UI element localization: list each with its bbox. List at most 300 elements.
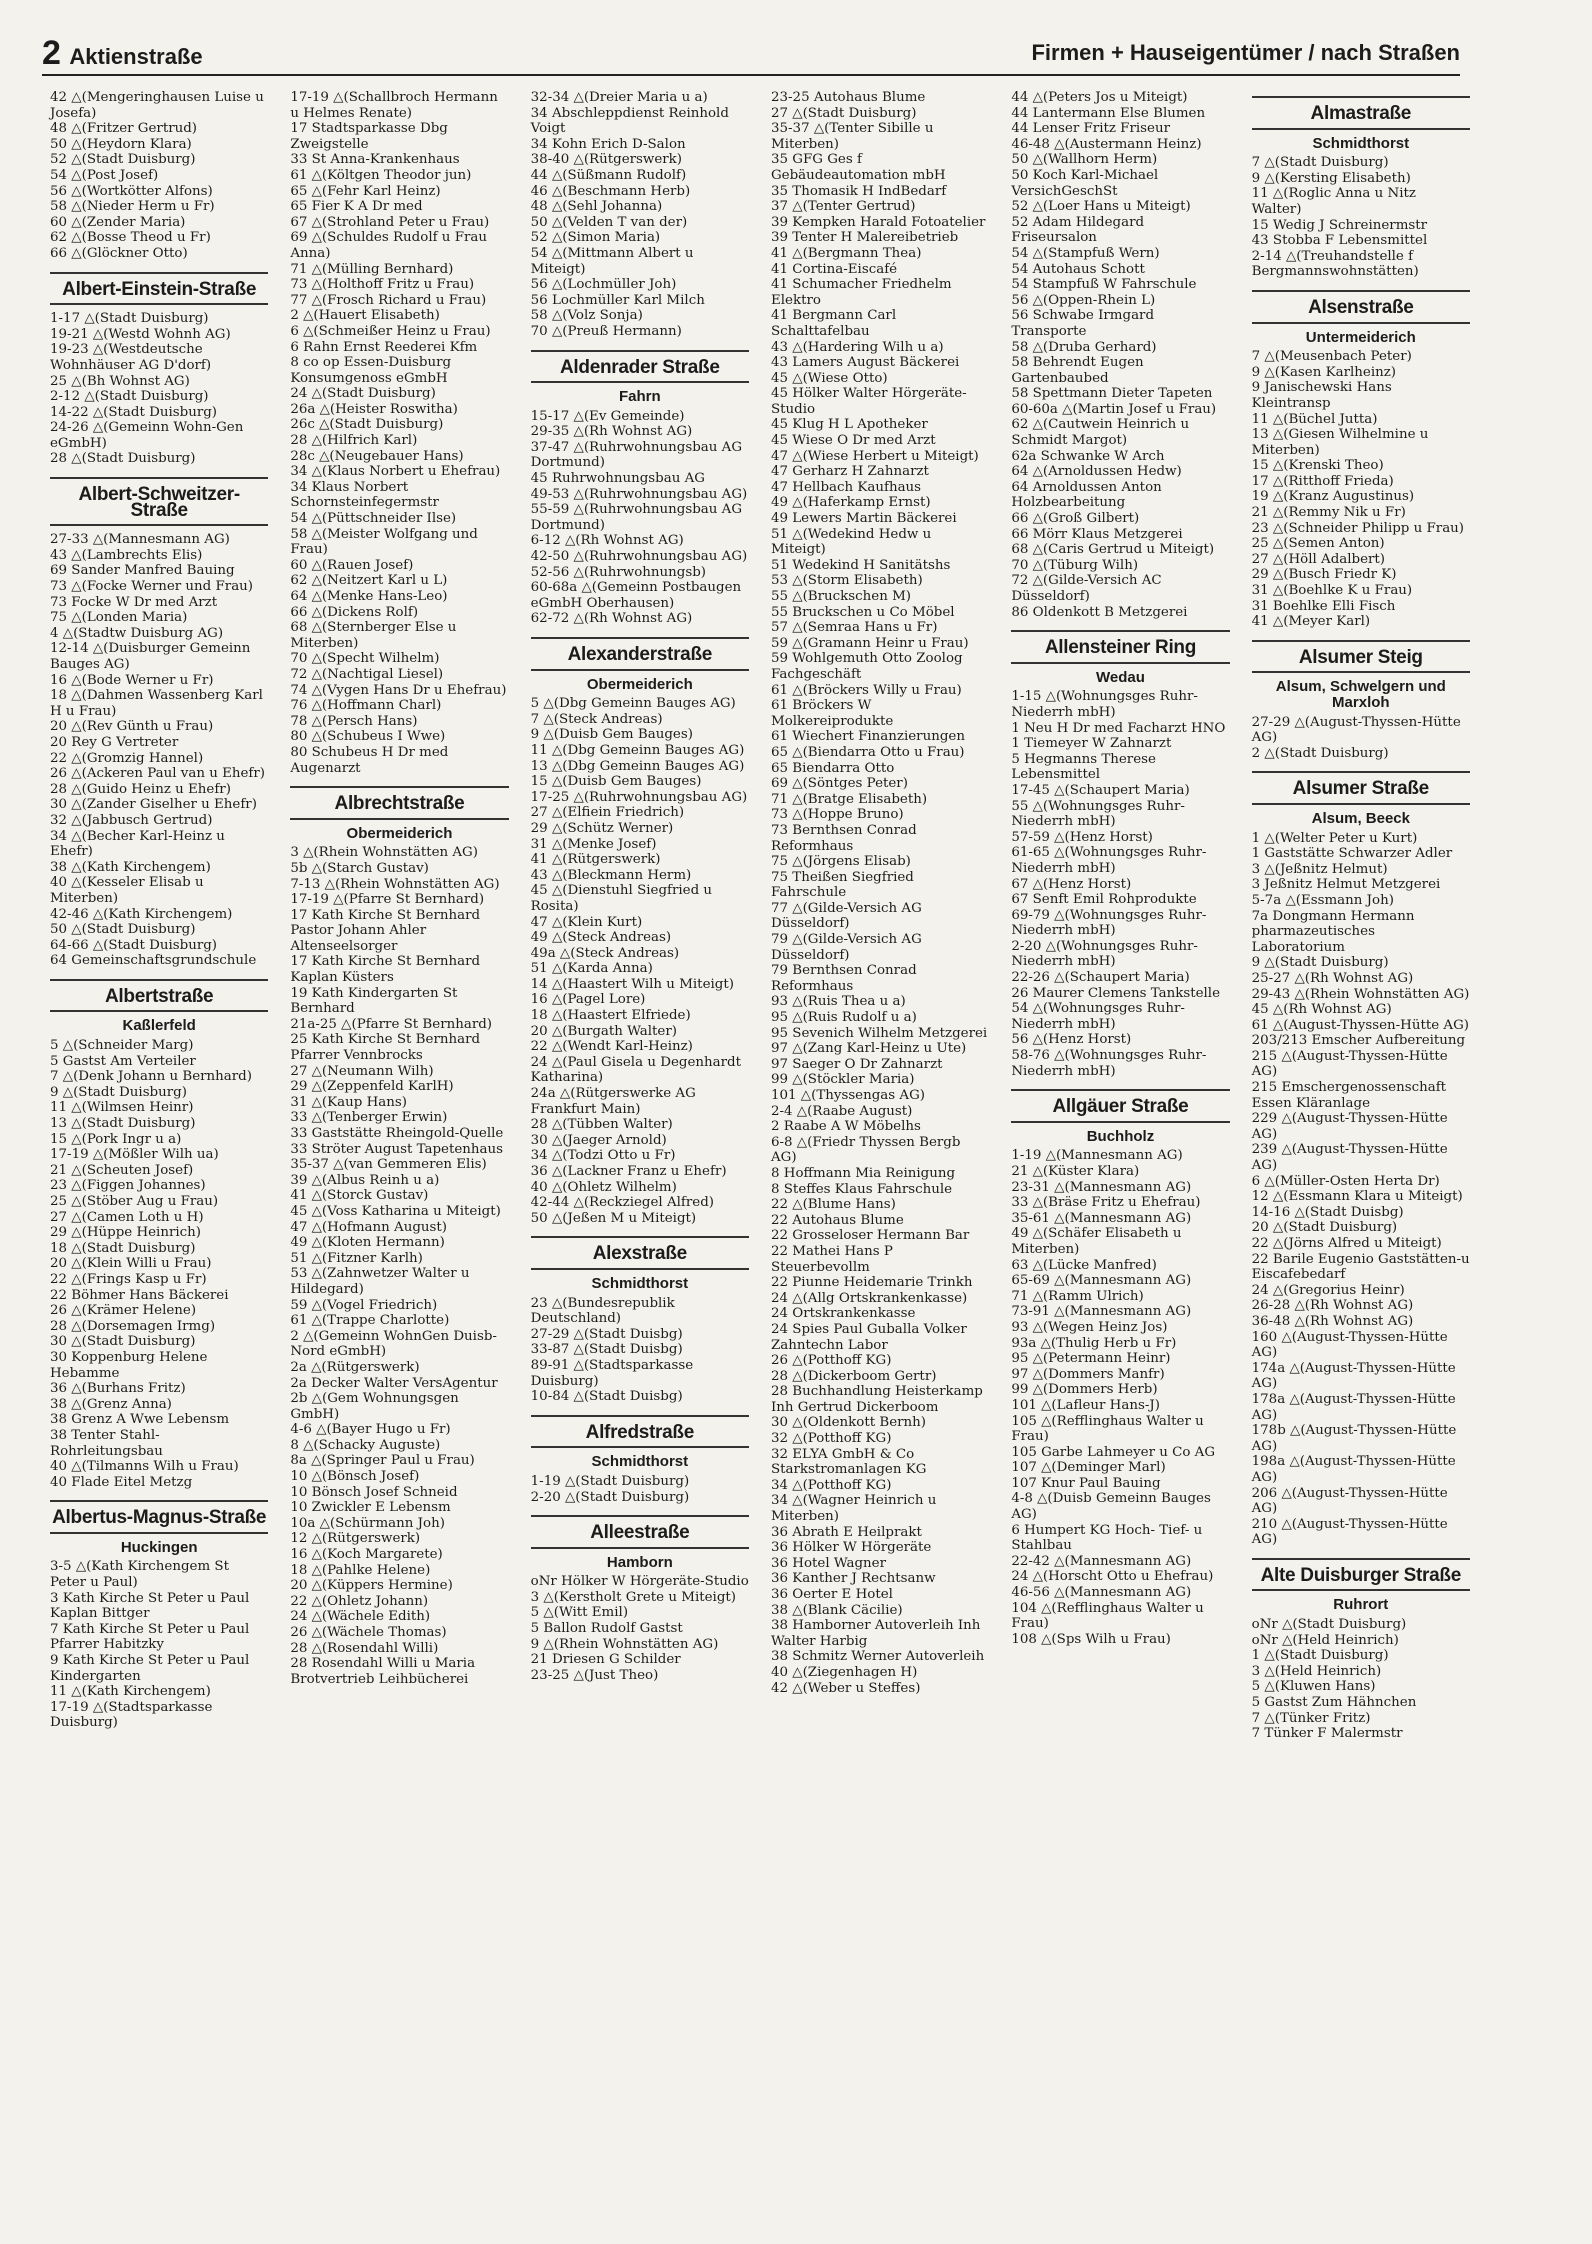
directory-entry: 56 △(Wortkötter Alfons) bbox=[50, 183, 213, 199]
street-title: Almastraße bbox=[1252, 96, 1470, 130]
directory-entry: 36 Kanther J Rechtsanw bbox=[770, 1571, 936, 1587]
directory-entry: 3 Kath Kirche St Peter u Paul Kaplan Bittger bbox=[50, 1590, 254, 1622]
directory-entry: 229 △(August-Thyssen-Hütte AG) bbox=[1251, 1111, 1452, 1142]
directory-entry: 58 Behrendt Eugen Gartenbaubed bbox=[1011, 355, 1148, 386]
directory-entry: 58 Spettmann Dieter Tapeten bbox=[1011, 386, 1213, 402]
directory-entry: 7 Kath Kirche St Peter u Paul Pfarrer Habitzky bbox=[50, 1621, 254, 1653]
directory-entry: 76 △(Hoffmann Charl) bbox=[290, 698, 442, 714]
street-block bbox=[1252, 1558, 1470, 1742]
directory-entry: 67 △(Henz Horst) bbox=[1011, 876, 1132, 892]
district-name: Schmidthorst bbox=[591, 1274, 689, 1292]
directory-entry: 5 Gastst Zum Hähnchen bbox=[1251, 1695, 1417, 1711]
page-number: 2 bbox=[42, 34, 61, 72]
directory-entry: 54 Stampfuß W Fahrschule bbox=[1011, 277, 1197, 293]
street-title: Albertstraße bbox=[50, 979, 268, 1013]
district-name: Buchholz bbox=[1086, 1127, 1155, 1145]
directory-entry: 67 △(Strohland Peter u Frau) bbox=[290, 214, 490, 230]
directory-entry: 73 △(Holthoff Fritz u Frau) bbox=[290, 277, 475, 293]
directory-entry: 41 △(Bergmann Thea) bbox=[770, 245, 922, 261]
directory-entry: 3 Jeßnitz Helmut Metzgerei bbox=[1251, 877, 1441, 893]
directory-entry: 7 △(Meusenbach Peter) bbox=[1251, 349, 1412, 365]
directory-entry: 49 △(Kloten Hermann) bbox=[290, 1235, 445, 1251]
directory-entry: 174a △(August-Thyssen-Hütte AG) bbox=[1251, 1360, 1460, 1392]
directory-entry: 12 △(Rütgerswerk) bbox=[290, 1531, 421, 1547]
directory-entry: 70 △(Specht Wilhelm) bbox=[290, 651, 440, 667]
directory-entry: 27 △(Höll Adalbert) bbox=[1251, 551, 1386, 567]
directory-entry: 178a △(August-Thyssen-Hütte AG) bbox=[1251, 1391, 1460, 1423]
directory-entry: 8a △(Springer Paul u Frau) bbox=[290, 1453, 475, 1469]
directory-entry: 14-16 △(Stadt Duisbg) bbox=[1251, 1204, 1404, 1220]
directory-entry: 65 Fier K A Dr med bbox=[290, 199, 423, 215]
directory-entry: 38 Tenter Stahl-Rohrleitungsbau bbox=[50, 1427, 163, 1459]
directory-entry: 93 △(Ruis Thea u a) bbox=[770, 994, 906, 1010]
directory-entry: 8 co op Essen-Duisburg Konsumgenoss eGmbH bbox=[290, 355, 456, 386]
directory-entry: 38 Schmitz Werner Autoverleih bbox=[770, 1649, 985, 1665]
directory-entry: 50 △(Jeßen M u Miteigt) bbox=[530, 1210, 697, 1226]
directory-entry: 37 △(Tenter Gertrud) bbox=[770, 199, 916, 215]
street-block bbox=[1252, 290, 1470, 630]
directory-entry: 55 △(Bruckschen M) bbox=[770, 589, 912, 604]
directory-entry: 78 △(Persch Hans) bbox=[290, 713, 418, 729]
directory-entry: 24 △(Allg Ortskrankenkasse) bbox=[770, 1290, 968, 1306]
directory-entry: 64 △(Menke Hans-Leo) bbox=[290, 589, 448, 604]
directory-entry: 72 △(Nachtigal Liesel) bbox=[290, 666, 444, 682]
directory-entry: 26 △(Krämer Helene) bbox=[50, 1303, 197, 1319]
directory-entry: 30 △(Stadt Duisburg) bbox=[50, 1334, 196, 1350]
directory-entry: 56 △(Lochmüller Joh) bbox=[530, 277, 677, 293]
directory-entry: 20 △(Küppers Hermine) bbox=[290, 1578, 453, 1594]
directory-entry: 160 △(August-Thyssen-Hütte AG) bbox=[1251, 1329, 1452, 1361]
directory-entry: 31 △(Boehlke K u Frau) bbox=[1251, 583, 1413, 599]
directory-entry: 2-12 △(Stadt Duisburg) bbox=[50, 389, 209, 405]
district-name: Fahrn bbox=[618, 388, 661, 406]
directory-entry: 42-46 △(Kath Kirchengem) bbox=[50, 906, 233, 922]
directory-entry: 34 Abschleppdienst Reinhold Voigt bbox=[530, 105, 734, 137]
directory-column bbox=[531, 90, 749, 2190]
directory-entry: 23 △(Schneider Philipp u Frau) bbox=[1251, 520, 1465, 536]
directory-entry: 24 △(Stadt Duisburg) bbox=[290, 386, 436, 402]
directory-entry: 39 △(Albus Reinh u a) bbox=[290, 1172, 440, 1188]
directory-entry: 9 △(Rhein Wohnstätten AG) bbox=[530, 1636, 719, 1652]
directory-entry: 60-68a △(Gemeinn Postbaugen eGmbH Oberhausen) bbox=[530, 580, 746, 611]
directory-entry: 41 △(Storck Gustav) bbox=[290, 1188, 429, 1204]
directory-entry: 24 △(Gregorius Heinr) bbox=[1251, 1282, 1405, 1298]
directory-entry: 9 △(Stadt Duisburg) bbox=[1251, 955, 1389, 971]
directory-entry: 28 △(Hilfrich Karl) bbox=[290, 433, 418, 449]
directory-entry: 61 Wiechert Finanzierungen bbox=[770, 729, 965, 745]
directory-entry: 21 △(Remmy Nik u Fr) bbox=[1251, 505, 1406, 521]
directory-entry: 17 Stadtsparkasse Dbg Zweigstelle bbox=[290, 121, 453, 152]
directory-entry: 215 △(August-Thyssen-Hütte AG) bbox=[1251, 1048, 1452, 1080]
directory-entry: 23-31 △(Mannesmann AG) bbox=[1011, 1179, 1192, 1195]
directory-entry: 19-23 △(Westdeutsche Wohnhäuser AG D'dorf) bbox=[50, 342, 212, 373]
directory-entry: 47 △(Hofmann August) bbox=[290, 1219, 447, 1235]
directory-entry: 101 △(Lafleur Hans-J) bbox=[1011, 1397, 1160, 1413]
directory-entry: 34 Klaus Norbert Schornsteinfegermstr bbox=[290, 479, 439, 511]
directory-entry: 5 Hegmanns Therese Lebensmittel bbox=[1011, 751, 1161, 783]
street-title: Alexstraße bbox=[531, 1236, 749, 1270]
directory-entry: 7 △(Tünker Fritz) bbox=[1251, 1710, 1371, 1726]
street-title: Albert-Schweitzer-Straße bbox=[50, 477, 268, 526]
directory-entry: 52 △(Loer Hans u Miteigt) bbox=[1011, 199, 1191, 215]
directory-entry: 47 Hellbach Kaufhaus bbox=[770, 479, 922, 495]
directory-entry: oNr Hölker W Hörgeräte-Studio bbox=[530, 1574, 749, 1590]
directory-entry: 19-21 △(Westd Wohnh AG) bbox=[50, 326, 231, 342]
directory-entry: 16 △(Pagel Lore) bbox=[530, 992, 646, 1008]
directory-entry: 62 △(Cautwein Heinrich u Schmidt Margot) bbox=[1011, 417, 1194, 449]
directory-entry: 107 △(Deminger Marl) bbox=[1011, 1460, 1166, 1476]
directory-entry: 1 Tiemeyer W Zahnarzt bbox=[1011, 736, 1172, 752]
directory-entry: 7 △(Denk Johann u Bernhard) bbox=[50, 1069, 252, 1085]
directory-entry: 38 Hamborner Autoverleih Inh Walter Harbig bbox=[770, 1618, 985, 1649]
directory-entry: 1-17 △(Stadt Duisburg) bbox=[50, 311, 209, 327]
directory-entry: 35 GFG Ges f Gebäudeautomation mbH bbox=[770, 152, 946, 183]
directory-entry: 66 △(Glöckner Otto) bbox=[50, 245, 188, 261]
directory-entry: 77 △(Frosch Richard u Frau) bbox=[290, 292, 487, 308]
directory-entry: 14-22 △(Stadt Duisburg) bbox=[50, 404, 218, 420]
directory-entry: 46-48 △(Austermann Heinz) bbox=[1011, 136, 1202, 152]
directory-entry: 56 △(Oppen-Rhein L) bbox=[1011, 292, 1156, 308]
street-block bbox=[1252, 96, 1470, 280]
directory-entry: 24 Ortskrankenkasse bbox=[770, 1306, 916, 1322]
directory-entry: 17-19 △(Mößler Wilh ua) bbox=[50, 1147, 219, 1163]
directory-entry: 36 Hotel Wagner bbox=[770, 1555, 886, 1571]
directory-entry: 105 △(Refflinghaus Walter u Frau) bbox=[1011, 1413, 1209, 1445]
street-block bbox=[290, 786, 508, 1687]
directory-entry: 22 △(Jörns Alfred u Miteigt) bbox=[1251, 1236, 1442, 1251]
directory-entry: 64 △(Arnoldussen Hedw) bbox=[1011, 464, 1182, 480]
directory-entry: 2-14 △(Treuhandstelle f Bergmannswohnstätten) bbox=[1251, 248, 1419, 280]
district-name: Hamborn bbox=[606, 1553, 673, 1571]
directory-entry: 210 △(August-Thyssen-Hütte AG) bbox=[1251, 1516, 1452, 1548]
directory-entry: 27 △(Stadt Duisburg) bbox=[770, 105, 917, 121]
directory-entry: 38-40 △(Rütgerswerk) bbox=[530, 152, 683, 168]
directory-entry: 51 △(Karda Anna) bbox=[530, 961, 653, 977]
street-block bbox=[1011, 630, 1229, 1079]
directory-entry: 60 △(Zender Maria) bbox=[50, 214, 186, 230]
directory-entry: 49a △(Steck Andreas) bbox=[530, 945, 680, 961]
directory-entry: 35-37 △(van Gemmeren Elis) bbox=[290, 1157, 487, 1173]
directory-entry: 24 △(Paul Gisela u Degenhardt Katharina) bbox=[530, 1054, 746, 1086]
directory-entry: 3 △(Held Heinrich) bbox=[1251, 1663, 1382, 1679]
directory-entry: 73 △(Focke Werner und Frau) bbox=[50, 579, 254, 595]
directory-entry: 27 △(Camen Loth u H) bbox=[50, 1209, 204, 1225]
directory-entry: 50 Koch Karl-Michael VersichGeschSt bbox=[1011, 167, 1163, 199]
directory-entry: 33 △(Bräse Fritz u Ehefrau) bbox=[1011, 1195, 1201, 1211]
directory-entry: 37-47 △(Ruhrwohnungsbau AG Dortmund) bbox=[530, 439, 747, 471]
street-block bbox=[50, 477, 268, 969]
directory-entry: 239 △(August-Thyssen-Hütte AG) bbox=[1251, 1142, 1452, 1174]
street-title: Alsenstraße bbox=[1252, 290, 1470, 324]
directory-entry: 57-59 △(Henz Horst) bbox=[1011, 829, 1153, 845]
directory-entry: 28 △(Stadt Duisburg) bbox=[50, 451, 196, 467]
directory-entry: 33 St Anna-Krankenhaus bbox=[290, 152, 460, 168]
directory-entry: 25 △(Bh Wohnst AG) bbox=[50, 373, 190, 389]
directory-entry: 108 △(Sps Wilh u Frau) bbox=[1011, 1631, 1171, 1647]
district-name: Alsum, Beeck bbox=[1311, 809, 1410, 827]
directory-entry: 21 Driesen G Schilder bbox=[530, 1652, 681, 1668]
directory-entry: 19 △(Kranz Augustinus) bbox=[1251, 489, 1415, 505]
directory-entry: 75 Theißen Siegfried Fahrschule bbox=[770, 869, 919, 901]
directory-entry: 21 △(Küster Klara) bbox=[1011, 1164, 1140, 1179]
directory-entry: 10-84 △(Stadt Duisbg) bbox=[530, 1389, 683, 1405]
directory-entry: 9 Janischewski Hans Kleintransp bbox=[1251, 380, 1397, 411]
directory-entry: 17-25 △(Ruhrwohnungsbau AG) bbox=[530, 789, 748, 805]
street-block bbox=[531, 350, 749, 628]
directory-entry: 3-5 △(Kath Kirchengem St Peter u Paul) bbox=[50, 1559, 234, 1591]
directory-entry: 55 Bruckschen u Co Möbel bbox=[770, 604, 955, 620]
directory-entry: 38 △(Grenz Anna) bbox=[50, 1396, 172, 1412]
directory-entry: 71 △(Ramm Ulrich) bbox=[1011, 1288, 1144, 1304]
directory-entry: 18 △(Stadt Duisburg) bbox=[50, 1240, 196, 1256]
directory-entry: 45 Hölker Walter Hörgeräte-Studio bbox=[770, 386, 967, 417]
directory-entry: 34 Kohn Erich D-Salon bbox=[530, 136, 686, 152]
directory-entry: 34 △(Becher Karl-Heinz u Ehefr) bbox=[50, 828, 230, 860]
directory-entry: 61 △(August-Thyssen-Hütte AG) bbox=[1251, 1017, 1470, 1033]
directory-entry: 2-20 △(Stadt Duisburg) bbox=[530, 1489, 690, 1505]
directory-entry: 12-14 △(Duisburger Gemeinn Bauges AG) bbox=[50, 641, 255, 672]
directory-entry: 30 Koppenburg Helene Hebamme bbox=[50, 1349, 212, 1381]
directory-entry: 97 △(Dommers Manfr) bbox=[1011, 1366, 1165, 1382]
directory-entry: 9 △(Kasen Karlheinz) bbox=[1251, 364, 1397, 380]
directory-entry: 57 △(Semraa Hans u Fr) bbox=[770, 620, 938, 636]
directory-entry: 15 △(Duisb Gem Bauges) bbox=[530, 774, 702, 790]
directory-entry: 24-26 △(Gemeinn Wohn-Gen eGmbH) bbox=[50, 420, 248, 451]
directory-entry: 26-28 △(Rh Wohnst AG) bbox=[1251, 1298, 1414, 1314]
directory-entry: 70 △(Tüburg Wilh) bbox=[1011, 557, 1139, 573]
directory-entry: 20 △(Klein Willi u Frau) bbox=[50, 1256, 212, 1272]
street-block bbox=[771, 90, 989, 1696]
directory-entry: 36 △(Burhans Fritz) bbox=[50, 1381, 186, 1397]
directory-entry: 14 △(Haastert Wilh u Miteigt) bbox=[530, 976, 734, 992]
directory-entry: 22 △(Wendt Karl-Heinz) bbox=[530, 1039, 693, 1055]
directory-entry: 29 △(Zeppenfeld KarlH) bbox=[290, 1079, 454, 1095]
directory-entry: 10 Bönsch Josef Schneid bbox=[290, 1484, 458, 1500]
directory-entry: 36 △(Lackner Franz u Ehefr) bbox=[530, 1164, 727, 1179]
directory-entry: 38 △(Kath Kirchengem) bbox=[50, 859, 211, 875]
directory-entry: 28c △(Neugebauer Hans) bbox=[290, 448, 464, 464]
directory-entry: 11 △(Büchel Jutta) bbox=[1251, 411, 1378, 427]
directory-entry: 23 △(Bundesrepublik Deutschland) bbox=[530, 1295, 679, 1327]
directory-entry: 65 △(Fehr Karl Heinz) bbox=[290, 183, 441, 199]
directory-entry: 72 △(Gilde-Versich AC Düsseldorf) bbox=[1011, 573, 1166, 604]
directory-entry: 43 △(Lambrechts Elis) bbox=[50, 547, 203, 563]
directory-entry: 24 Spies Paul Guballa Volker Zahntechn Labor bbox=[770, 1321, 972, 1353]
directory-entry: 62-72 △(Rh Wohnst AG) bbox=[530, 611, 693, 627]
directory-entry: 33 Ströter August Tapetenhaus bbox=[290, 1141, 504, 1157]
directory-entry: 75 △(Londen Maria) bbox=[50, 610, 188, 626]
directory-entry: 19 Kath Kindergarten St Bernhard bbox=[290, 985, 462, 1017]
directory-entry: 28 Buchhandlung Heisterkamp Inh Gertrud Dickerboom bbox=[770, 1384, 988, 1415]
street-title: Aldenrader Straße bbox=[531, 350, 749, 384]
directory-entry: 45 Ruhrwohnungsbau AG bbox=[530, 471, 705, 487]
directory-entry: 4 △(Stadtw Duisburg AG) bbox=[50, 625, 224, 641]
directory-entry: 36 Hölker W Hörgeräte bbox=[770, 1540, 932, 1556]
street-title: Allgäuer Straße bbox=[1011, 1089, 1229, 1123]
directory-entry: 26c △(Stadt Duisburg) bbox=[290, 417, 444, 433]
directory-entry: 5 △(Witt Emil) bbox=[530, 1605, 629, 1621]
directory-entry: 65-69 △(Mannesmann AG) bbox=[1011, 1273, 1192, 1289]
directory-entry: 79 △(Gilde-Versich AG Düsseldorf) bbox=[770, 932, 927, 963]
street-block bbox=[290, 90, 508, 776]
directory-entry: 67 Senft Emil Rohprodukte bbox=[1011, 892, 1197, 908]
directory-entry: 5 △(Dbg Gemeinn Bauges AG) bbox=[530, 696, 736, 712]
directory-entry: 65 △(Biendarra Otto u Frau) bbox=[770, 744, 965, 760]
directory-entry: 6 △(Müller-Osten Herta Dr) bbox=[1251, 1173, 1440, 1189]
directory-entry: 36 Abrath E Heilprakt bbox=[770, 1524, 922, 1540]
directory-entry: 6-8 △(Friedr Thyssen Bergb AG) bbox=[770, 1134, 965, 1166]
directory-entry: 8 Steffes Klaus Fahrschule bbox=[770, 1181, 953, 1197]
directory-entry: 107 Knur Paul Bauing bbox=[1011, 1475, 1161, 1491]
directory-entry: 46 △(Beschmann Herb) bbox=[530, 183, 691, 199]
directory-entry: 61 Bröckers W Molkereiprodukte bbox=[770, 698, 894, 729]
street-block bbox=[50, 979, 268, 1490]
directory-entry: 54 Autohaus Schott bbox=[1011, 261, 1145, 277]
directory-entry: 2a △(Rütgerswerk) bbox=[290, 1359, 420, 1375]
directory-entry: 5 △(Kluwen Hans) bbox=[1251, 1679, 1376, 1695]
directory-entry: 15 △(Krenski Theo) bbox=[1251, 458, 1384, 474]
page-header bbox=[42, 34, 1460, 76]
district-name: Obermeiderich bbox=[586, 675, 693, 693]
directory-entry: 27-29 △(Stadt Duisbg) bbox=[530, 1326, 683, 1342]
directory-entry: 22 △(Gromzig Hannel) bbox=[50, 750, 204, 766]
directory-entry: 41 Cortina-Eiscafé bbox=[770, 261, 898, 277]
directory-entry: 2a Decker Walter VersAgentur bbox=[290, 1375, 498, 1391]
directory-entry: 39 Kempken Harald Fotoatelier bbox=[770, 214, 986, 230]
directory-entry: 86 Oldenkott B Metzgerei bbox=[1011, 604, 1188, 620]
directory-entry: 73 △(Hoppe Bruno) bbox=[770, 807, 904, 823]
directory-columns bbox=[50, 90, 1474, 2190]
directory-entry: 62 △(Bosse Theod u Fr) bbox=[50, 230, 211, 246]
directory-entry: 60 △(Rauen Josef) bbox=[290, 557, 414, 573]
directory-entry: 93a △(Thulig Herb u Fr) bbox=[1011, 1335, 1177, 1351]
directory-entry: 1-19 △(Stadt Duisburg) bbox=[530, 1473, 690, 1489]
directory-entry: 89-91 △(Stadtsparkasse Duisburg) bbox=[530, 1357, 698, 1389]
street-title: Albertus-Magnus-Straße bbox=[50, 1500, 268, 1534]
directory-entry: 68 △(Sternberger Else u Miterben) bbox=[290, 620, 461, 651]
directory-entry: 71 △(Mülling Bernhard) bbox=[290, 261, 454, 277]
directory-entry: 9 △(Kersting Elisabeth) bbox=[1251, 170, 1411, 186]
directory-entry: 2-4 △(Raabe August) bbox=[770, 1103, 913, 1119]
directory-entry: 26 Maurer Clemens Tankstelle bbox=[1011, 985, 1221, 1001]
directory-entry: 95 △(Ruis Rudolf u a) bbox=[770, 1010, 917, 1026]
directory-entry: 12 △(Essmann Klara u Miteigt) bbox=[1251, 1189, 1463, 1205]
district-name: Huckingen bbox=[120, 1538, 198, 1556]
directory-entry: 33 Gaststätte Rheingold-Quelle bbox=[290, 1126, 504, 1141]
directory-entry: 29-35 △(Rh Wohnst AG) bbox=[530, 424, 693, 440]
directory-entry: 44 △(Peters Jos u Miteigt) bbox=[1011, 90, 1188, 105]
directory-entry: 32 △(Potthoff KG) bbox=[770, 1431, 892, 1447]
street-block bbox=[531, 1515, 749, 1683]
directory-entry: 59 Wohlgemuth Otto Zoolog Fachgeschäft bbox=[770, 651, 967, 682]
directory-entry: 52 △(Simon Maria) bbox=[530, 230, 661, 246]
directory-entry: 75 △(Jörgens Elisab) bbox=[770, 854, 911, 870]
directory-entry: 178b △(August-Thyssen-Hütte AG) bbox=[1251, 1423, 1461, 1454]
directory-entry: 61 △(Bröckers Willy u Frau) bbox=[770, 682, 962, 698]
district-name: Untermeiderich bbox=[1305, 328, 1416, 346]
directory-entry: 29 △(Schütz Werner) bbox=[530, 820, 674, 836]
district-name: Schmidthorst bbox=[591, 1453, 689, 1471]
directory-entry: 66 △(Groß Gilbert) bbox=[1011, 511, 1140, 527]
district-name: Kaßlerfeld bbox=[122, 1017, 196, 1035]
directory-entry: 20 △(Stadt Duisburg) bbox=[1251, 1220, 1398, 1236]
directory-entry: 58 △(Meister Wolfgang und Frau) bbox=[290, 526, 483, 558]
directory-entry: 45 △(Wiese Otto) bbox=[770, 370, 888, 386]
directory-entry: 23 △(Figgen Johannes) bbox=[50, 1178, 206, 1194]
directory-entry: 2 △(Hauert Elisabeth) bbox=[290, 308, 440, 324]
directory-entry: 30 △(Jaeger Arnold) bbox=[530, 1132, 667, 1148]
directory-entry: 7 △(Steck Andreas) bbox=[530, 711, 663, 727]
directory-entry: 33-87 △(Stadt Duisbg) bbox=[530, 1342, 683, 1358]
directory-entry: 8 Hoffmann Mia Reinigung bbox=[770, 1165, 956, 1181]
directory-entry: 31 △(Kaup Hans) bbox=[290, 1094, 407, 1110]
directory-entry: 35 Thomasik H IndBedarf bbox=[770, 183, 947, 199]
directory-entry: 17-19 △(Pfarre St Bernhard) bbox=[290, 892, 485, 908]
directory-entry: 38 Grenz A Wwe Lebensm bbox=[50, 1412, 230, 1428]
directory-entry: 25-27 △(Rh Wohnst AG) bbox=[1251, 970, 1414, 986]
directory-entry: 3 △(Rhein Wohnstätten AG) bbox=[290, 845, 478, 861]
directory-entry: 105 Garbe Lahmeyer u Co AG bbox=[1011, 1444, 1216, 1460]
directory-entry: 59 △(Vogel Friedrich) bbox=[290, 1297, 438, 1313]
directory-entry: 30 △(Oldenkott Bernh) bbox=[770, 1415, 927, 1431]
directory-entry: 79 Bernthsen Conrad Reformhaus bbox=[770, 963, 921, 994]
directory-entry: 45 △(Dienstuhl Siegfried u Rosita) bbox=[530, 883, 717, 914]
directory-column bbox=[1251, 90, 1474, 2190]
directory-entry: 43 Stobba F Lebensmittel bbox=[1251, 233, 1428, 249]
directory-column bbox=[50, 90, 268, 2190]
directory-entry: 50 △(Heydorn Klara) bbox=[50, 136, 192, 152]
directory-entry: 44 △(Süßmann Rudolf) bbox=[530, 167, 687, 183]
street-block bbox=[50, 90, 268, 262]
directory-entry: 93 △(Wegen Heinz Jos) bbox=[1011, 1319, 1168, 1335]
directory-entry: 28 △(Dorsemagen Irmg) bbox=[50, 1318, 216, 1334]
directory-entry: 16 △(Koch Margarete) bbox=[290, 1547, 443, 1563]
directory-entry: 69-79 △(Wohnungsges Ruhr-Niederrh mbH) bbox=[1011, 907, 1207, 939]
directory-entry: 58 △(Druba Gerhard) bbox=[1011, 339, 1157, 355]
directory-entry: 56 Schwabe Irmgard Transporte bbox=[1011, 308, 1159, 339]
directory-entry: 44 Lantermann Else Blumen bbox=[1011, 105, 1206, 121]
directory-entry: 28 Rosendahl Willi u Maria Brotvertrieb Leihbücherei bbox=[290, 1656, 480, 1687]
directory-entry: 11 △(Kath Kirchengem) bbox=[50, 1684, 211, 1700]
directory-entry: 34 △(Wagner Heinrich u Miterben) bbox=[770, 1493, 941, 1525]
directory-entry: 64-66 △(Stadt Duisburg) bbox=[50, 937, 218, 953]
directory-entry: 62a Schwanke W Arch bbox=[1011, 448, 1165, 464]
directory-entry: 10a △(Schürmann Joh) bbox=[290, 1515, 445, 1531]
directory-entry: 51 △(Fitzner Karlh) bbox=[290, 1250, 423, 1266]
directory-entry: 4-8 △(Duisb Gemeinn Bauges AG) bbox=[1011, 1491, 1216, 1523]
directory-entry: 5 △(Schneider Marg) bbox=[50, 1038, 194, 1054]
directory-entry: 11 △(Wilmsen Heinr) bbox=[50, 1100, 194, 1116]
directory-entry: 61-65 △(Wohnungsges Ruhr-Niederrh mbH) bbox=[1011, 845, 1207, 876]
directory-entry: 27 △(Elfiein Friedrich) bbox=[530, 805, 685, 821]
directory-entry: 62 △(Neitzert Karl u L) bbox=[290, 573, 448, 589]
directory-entry: 22 Böhmer Hans Bäckerei bbox=[50, 1287, 229, 1303]
directory-entry: 13 △(Giesen Wilhelmine u Miterben) bbox=[1251, 427, 1433, 458]
directory-entry: 22 Grosseloser Hermann Bar bbox=[770, 1228, 970, 1244]
directory-entry: 10 Zwickler E Lebensm bbox=[290, 1500, 451, 1516]
directory-entry: 47 △(Klein Kurt) bbox=[530, 914, 643, 930]
directory-entry: 48 △(Fritzer Gertrud) bbox=[50, 121, 198, 137]
street-block bbox=[1251, 771, 1474, 1548]
directory-entry: 9 Kath Kirche St Peter u Paul Kindergarten bbox=[50, 1653, 254, 1684]
directory-entry: 1 Neu H Dr med Facharzt HNO bbox=[1011, 720, 1226, 736]
street-title: Allensteiner Ring bbox=[1011, 630, 1229, 664]
directory-entry: 27-33 △(Mannesmann AG) bbox=[50, 532, 230, 548]
directory-entry: 21a-25 △(Pfarre St Bernhard) bbox=[290, 1016, 493, 1032]
directory-entry: 32 ELYA GmbH & Co Starkstromanlagen KG bbox=[770, 1446, 927, 1478]
directory-entry: 61 △(Költgen Theodor jun) bbox=[290, 167, 472, 183]
directory-entry: 17-45 △(Schaupert Maria) bbox=[1011, 782, 1190, 798]
